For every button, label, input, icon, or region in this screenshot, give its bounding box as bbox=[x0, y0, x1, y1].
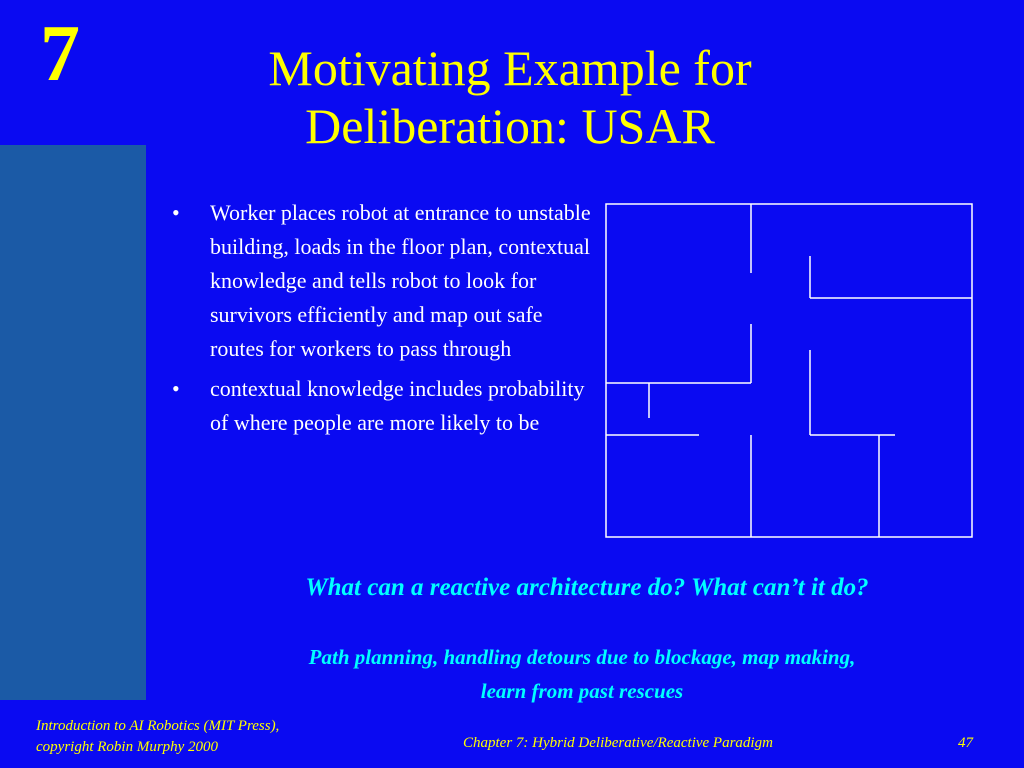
bullet-marker: • bbox=[172, 376, 180, 401]
slide-title-line-1: Motivating Example for bbox=[268, 40, 752, 96]
chapter-number: 7 bbox=[40, 10, 80, 98]
footer-page-number: 47 bbox=[958, 735, 973, 751]
discussion-question: What can a reactive architecture do? What can’t it do? bbox=[305, 574, 869, 601]
footer-copyright-line-2: copyright Robin Murphy 2000 bbox=[36, 739, 219, 755]
footer-copyright bbox=[36, 716, 279, 758]
discussion-answer-line-2: learn from past rescues bbox=[480, 679, 684, 703]
bullet-item bbox=[172, 196, 592, 366]
footer-copyright-line-1: Introduction to AI Robotics (MIT Press), bbox=[36, 718, 280, 734]
bullet-marker: • bbox=[172, 200, 180, 225]
floor-plan-diagram bbox=[604, 203, 974, 539]
slide-title-line-2: Deliberation: USAR bbox=[305, 97, 715, 154]
slide-title bbox=[190, 40, 830, 155]
bullet-text: contextual knowledge includes probability of where people are more likely to be bbox=[210, 376, 585, 435]
side-panel bbox=[0, 145, 146, 700]
discussion-answer-line-1: Path planning, handling detours due to blockage, map making, bbox=[308, 645, 856, 669]
bullet-item bbox=[172, 372, 592, 440]
footer-chapter-title: Chapter 7: Hybrid Deliberative/Reactive Paradigm bbox=[463, 735, 773, 751]
floor-plan-outer-wall bbox=[606, 204, 972, 537]
discussion-answer bbox=[150, 640, 1014, 708]
bullet-list bbox=[172, 196, 592, 446]
bullet-text: Worker places robot at entrance to unstable building, loads in the floor plan, contextual knowledge and tells robot to look for survivors efficiently and map out safe routes for workers to pass through bbox=[210, 200, 591, 361]
